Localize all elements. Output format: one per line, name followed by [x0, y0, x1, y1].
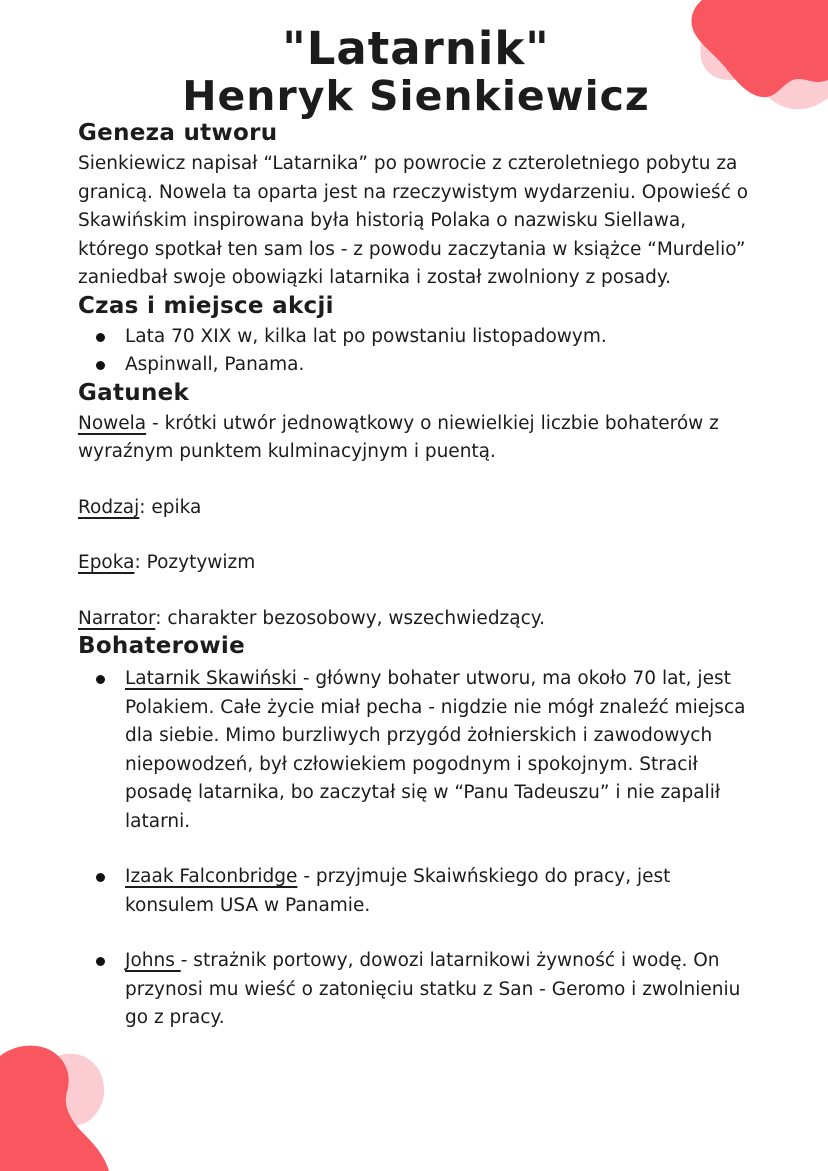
list-item — [96, 665, 754, 836]
geneza-paragraph: Sienkiewicz napisał “Latarnika” po powrocie z czteroletniego pobytu za granicą. Nowela ta oparta jest na rzeczywistym wydarzeniu. Opowieść o Skawińskim inspirowana była historią Polaka o nazwisku Siellawa, którego spotkał ten sam los - z powodu zaczytania w książce “Murdelio” zaniedbał swoje obowiązki latarnika i został zwolniony z posady. — [78, 153, 749, 289]
character-name: Latarnik Skawiński — [125, 668, 303, 690]
bullet-icon — [96, 333, 105, 342]
epoka-term: Epoka — [78, 552, 135, 574]
character-description: - strażnik portowy, dowozi latarnikowi żywność i wodę. On przynosi mu wieść o zatonięciu statku z San - Geromo i zwolnieniu go z pracy. — [125, 950, 741, 1029]
epoka-line — [78, 549, 754, 578]
section-heading-gatunek: Gatunek — [78, 379, 190, 406]
bullet-icon — [96, 957, 105, 966]
gatunek-definition — [78, 410, 754, 467]
character-description: - główny bohater utworu, ma około 70 lat, jest Polakiem. Całe życie miał pecha - nigdzie nie mógł znaleźć miejsca dla siebie. Mimo burzliwych przygód żołnierskich i zawodowych niepowodzeń, był człowiekiem pogodnym i spokojnym. Stracił posadę latarnika, bo zaczytał się w “Panu Tadeuszu” i nie zapalił latarni. — [125, 668, 746, 832]
characters-list — [78, 665, 754, 1033]
list-item — [96, 323, 754, 352]
bullet-icon — [96, 361, 105, 370]
gatunek-term: Nowela — [78, 412, 147, 434]
page-author: Henryk Sienkiewicz — [182, 72, 650, 121]
section-czas — [78, 293, 754, 380]
section-geneza — [78, 120, 754, 293]
character-entry — [125, 863, 754, 920]
bullet-icon — [96, 873, 105, 882]
section-heading-geneza: Geneza utworu — [78, 120, 278, 147]
pink-blob-icon — [39, 1054, 104, 1126]
list-item — [96, 863, 754, 920]
section-bohaterowie — [78, 633, 754, 1033]
bullet-icon — [96, 675, 105, 684]
page-title: "Latarnik" — [282, 22, 550, 75]
czas-bullet-list — [78, 323, 754, 380]
gatunek-definition-text: - krótki utwór jednowątkowy o niewielkiej liczbie bohaterów z wyraźnym punktem kulminacyjnym i puentą. — [78, 412, 719, 463]
note-content — [78, 24, 754, 1033]
epoka-value: : Pozytywizm — [134, 552, 256, 574]
list-item-text: Lata 70 XIX w, kilka lat po powstaniu listopadowym. — [125, 325, 607, 347]
section-heading-bohaterowie: Bohaterowie — [78, 633, 245, 660]
narrator-line — [78, 605, 754, 634]
rodzaj-line — [78, 494, 754, 523]
character-name: Johns — [125, 950, 181, 972]
list-item — [96, 947, 754, 1033]
section-heading-czas: Czas i miejsce akcji — [78, 292, 334, 319]
rodzaj-value: : epika — [139, 496, 202, 518]
list-item — [96, 351, 754, 380]
decor-blob-bottom-left — [0, 1040, 130, 1171]
rodzaj-term: Rodzaj — [78, 496, 140, 518]
red-blob-icon — [0, 1046, 109, 1171]
character-entry — [125, 665, 754, 836]
narrator-term: Narrator — [78, 607, 156, 629]
narrator-value: : charakter bezosobowy, wszechwiedzący. — [155, 607, 545, 629]
list-item-text: Aspinwall, Panama. — [125, 354, 305, 376]
character-name: Izaak Falconbridge — [125, 866, 298, 888]
character-description: - przyjmuje Skaiwńskiego do pracy, jest konsulem USA w Panamie. — [125, 866, 671, 916]
character-entry — [125, 947, 754, 1033]
section-gatunek — [78, 380, 754, 467]
